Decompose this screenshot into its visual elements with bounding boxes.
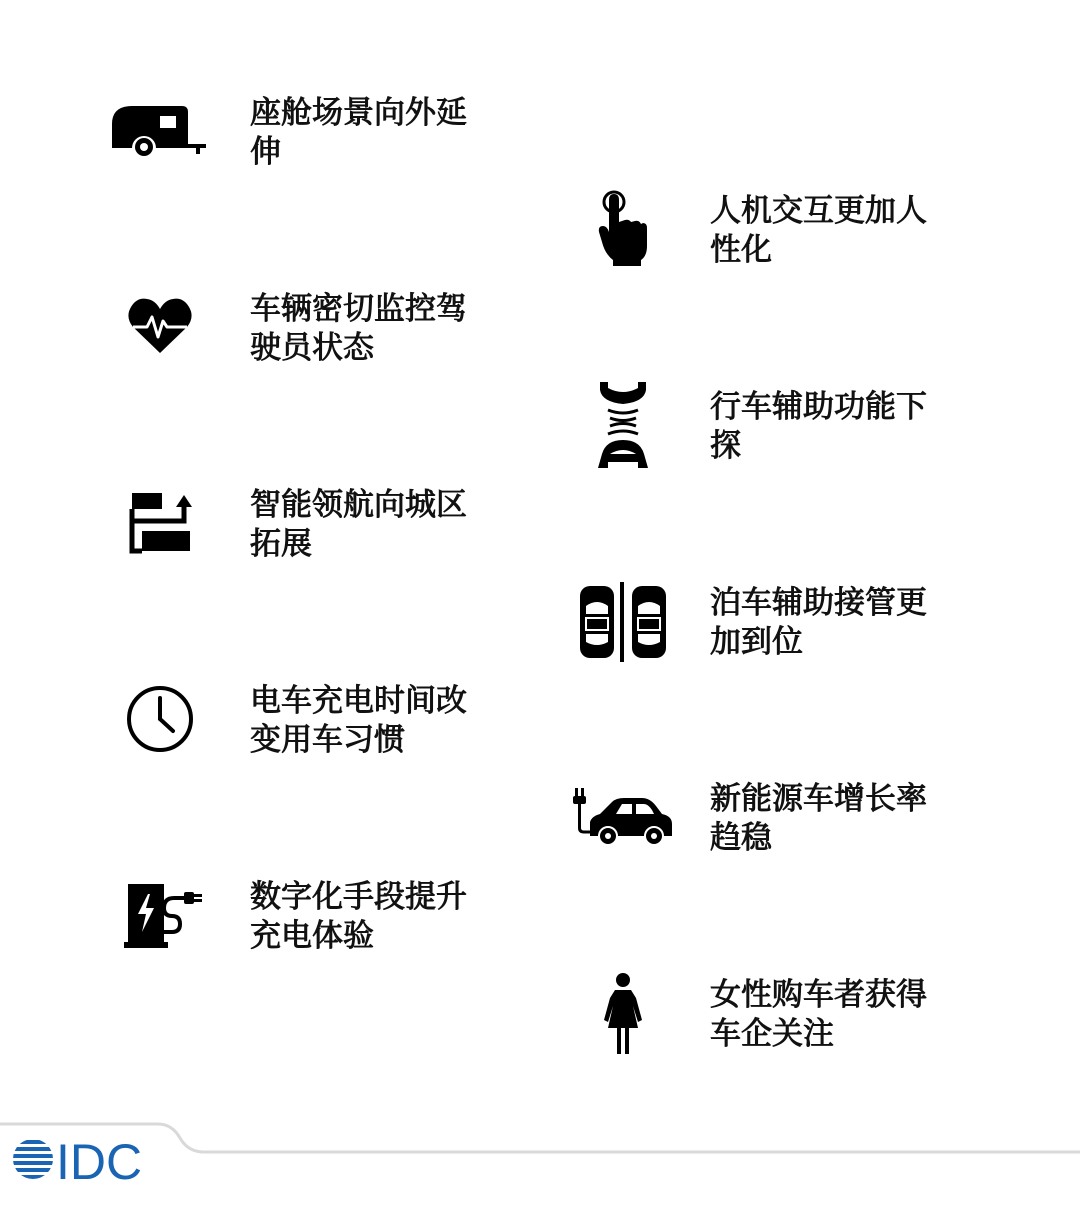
feature-label: 座舱场景向外延伸 — [250, 95, 467, 170]
feature-label: 行车辅助功能下探 — [710, 389, 927, 464]
heartbeat-icon — [127, 297, 193, 355]
camper-trailer-icon — [110, 104, 210, 158]
feature-label: 电车充电时间改变用车习惯 — [250, 683, 467, 758]
feature-label: 车辆密切监控驾驶员状态 — [250, 291, 467, 366]
feature-label: 人机交互更加人性化 — [710, 193, 927, 268]
idc-logo — [12, 1136, 162, 1190]
parking-cars-icon — [578, 582, 668, 662]
clock-icon — [125, 684, 195, 754]
car-sensor-icon — [594, 380, 652, 470]
feature-label: 泊车辅助接管更加到位 — [710, 585, 927, 660]
feature-label: 数字化手段提升充电体验 — [250, 879, 467, 954]
feature-label: 女性购车者获得车企关注 — [710, 977, 927, 1052]
woman-icon — [602, 972, 644, 1056]
electric-car-plug-icon — [570, 788, 676, 848]
feature-label: 新能源车增长率趋稳 — [710, 781, 927, 856]
touch-hand-icon — [597, 190, 649, 268]
idc-logo-text: IDC — [56, 1136, 143, 1186]
feature-label: 智能领航向城区拓展 — [250, 487, 467, 562]
charging-station-icon — [122, 880, 206, 950]
route-navigation-icon — [128, 491, 192, 555]
idc-logo-mark — [12, 1136, 162, 1186]
